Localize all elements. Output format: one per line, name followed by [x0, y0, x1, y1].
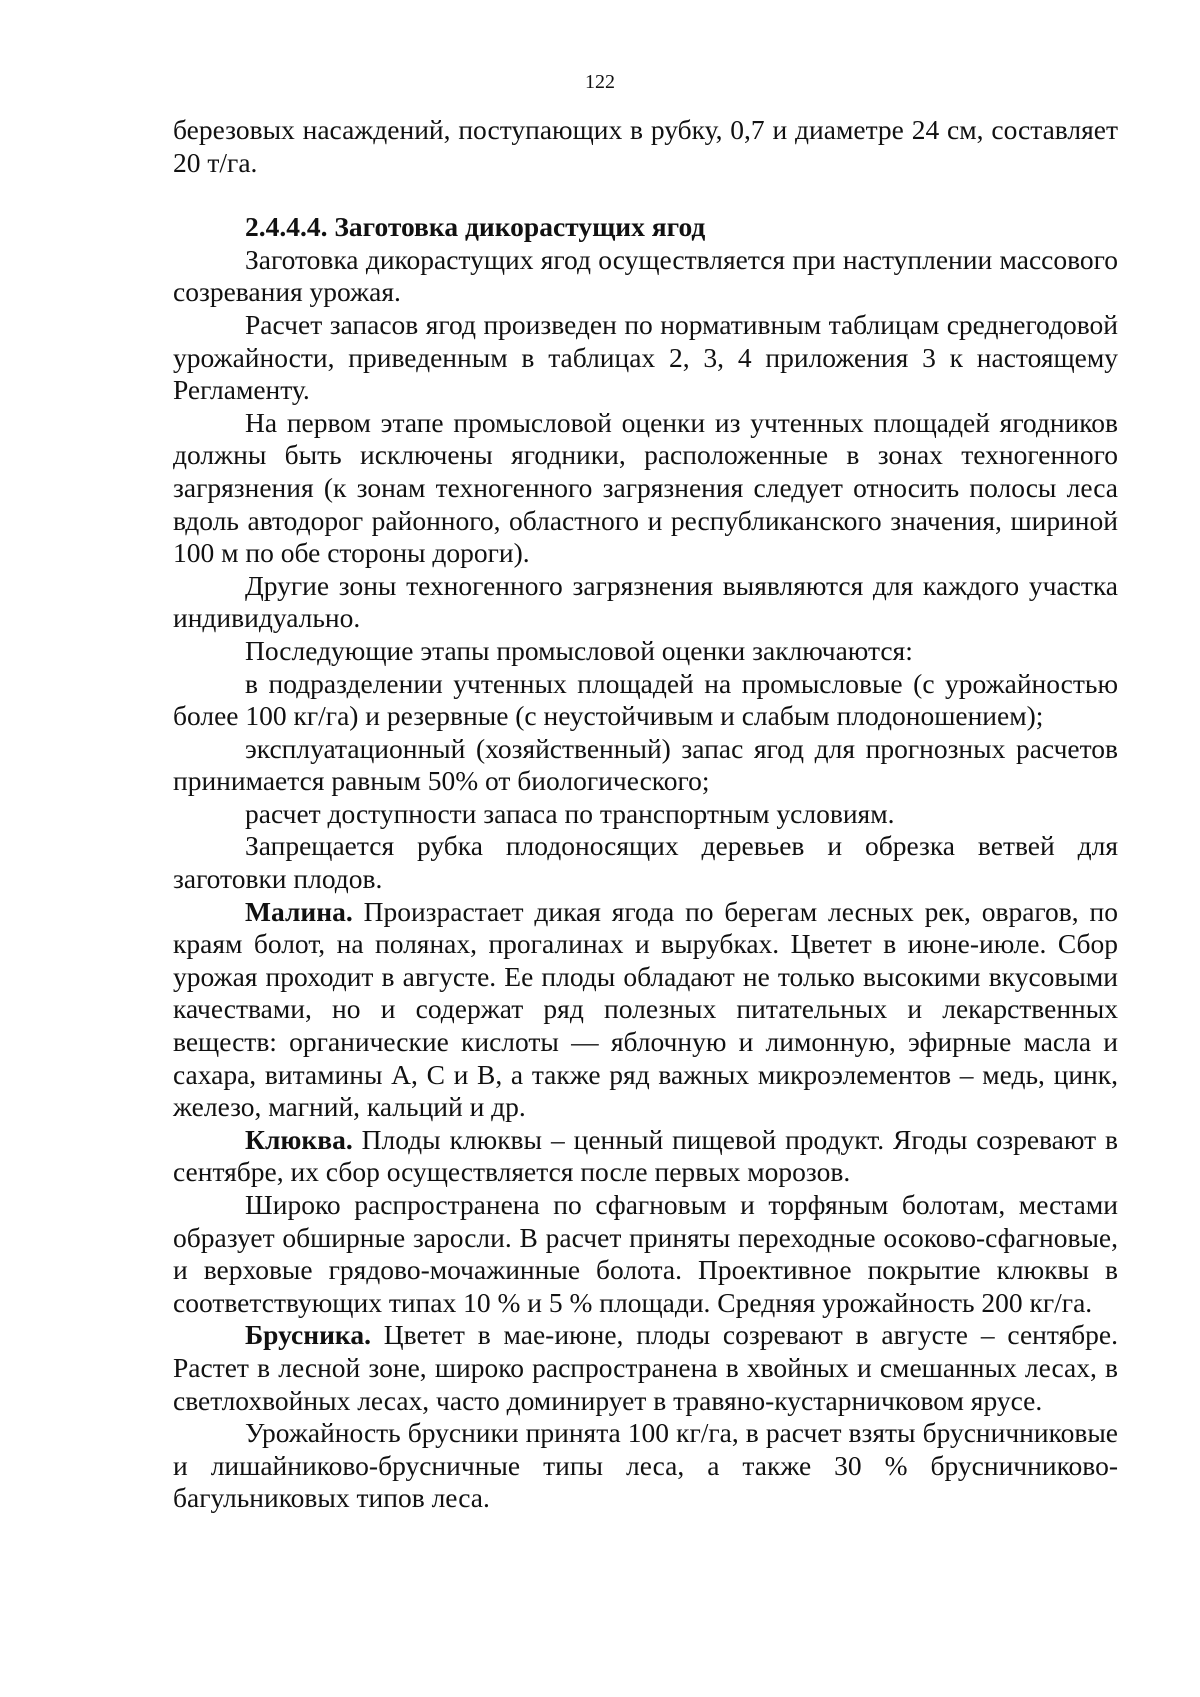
brusnika-paragraph [173, 1319, 1118, 1417]
malina-lead: Малина. [245, 895, 353, 927]
paragraph: Последующие этапы промысловой оценки заключаются: [245, 634, 913, 666]
paragraph: Широко распространена по сфагновым и торфяным болотам, местами образует обширные заросли. В расчет приняты переходные осоково-сфагновые, и верховые грядово-мочажинные болота. Проективное покрытие клюквы в соответствующих типах 10 % и 5 % площади. Средняя урожайность 200 кг/га. [173, 1189, 1118, 1318]
paragraph: расчет доступности запаса по транспортным условиям. [245, 797, 895, 829]
section-heading: 2.4.4.4. Заготовка дикорастущих ягод [245, 211, 706, 243]
malina-paragraph [173, 896, 1118, 1124]
paragraph: Другие зоны техногенного загрязнения выявляются для каждого участка индивидуально. [173, 569, 1118, 634]
brusnika-lead: Брусника. [245, 1319, 371, 1351]
klukva-paragraph [173, 1124, 1118, 1189]
page-content [173, 114, 1118, 1515]
malina-text: Произрастает дикая ягода по берегам лесных рек, оврагов, по краям болот, на полянах, прогалинах и вырубках. Цветет в июне-июле. Сбор урожая проходит в августе. Ее плоды обладают не только высокими вкусовыми качествами, но и содержат ряд полезных питательных и лекарственных веществ: органические кислоты — яблочную и лимонную, эфирные масла и сахара, витамины А, С и В, а также ряд важных микроэлементов – медь, цинк, железо, магний, кальций и др. [173, 895, 1118, 1123]
klukva-text: Плоды клюквы – ценный пищевой продукт. Ягоды созревают в сентябре, их сбор осуществляется после первых морозов. [173, 1123, 1118, 1188]
paragraph: Расчет запасов ягод произведен по нормативным таблицам среднегодовой урожайности, приведенным в таблицах 2, 3, 4 приложения 3 к настоящему Регламенту. [173, 308, 1118, 406]
paragraph: эксплуатационный (хозяйственный) запас ягод для прогнозных расчетов принимается равным 50% от биологического; [173, 732, 1118, 797]
page-number: 122 [585, 71, 615, 93]
klukva-lead: Клюква. [245, 1123, 353, 1155]
brusnika-text: Цветет в мае-июне, плоды созревают в августе – сентябре. Растет в лесной зоне, широко распространена в хвойных и смешанных лесах, в светлохвойных лесах, часто доминирует в травяно-кустарничковом ярусе. [173, 1319, 1118, 1416]
paragraph: Запрещается рубка плодоносящих деревьев и обрезка ветвей для заготовки плодов. [173, 830, 1118, 895]
paragraph: в подразделении учтенных площадей на промысловые (с урожайностью более 100 кг/га) и резервные (с неустойчивым и слабым плодоношением); [173, 667, 1118, 732]
continuation-paragraph: березовых насаждений, поступающих в рубку, 0,7 и диаметре 24 см, составляет 20 т/га. [173, 114, 1118, 178]
paragraph: На первом этапе промысловой оценки из учтенных площадей ягодников должны быть исключены ягодники, расположенные в зонах техногенного загрязнения (к зонам техногенного загрязнения следует относить полосы леса вдоль автодорог районного, областного и республиканского значения, шириной 100 м по обе стороны дороги). [173, 406, 1118, 569]
paragraph: Урожайность брусники принята 100 кг/га, в расчет взяты брусничниковые и лишайниково-брусничные типы леса, а также 30 % брусничниково-багульниковых типов леса. [173, 1417, 1118, 1514]
paragraph: Заготовка дикорастущих ягод осуществляется при наступлении массового созревания урожая. [173, 243, 1118, 308]
